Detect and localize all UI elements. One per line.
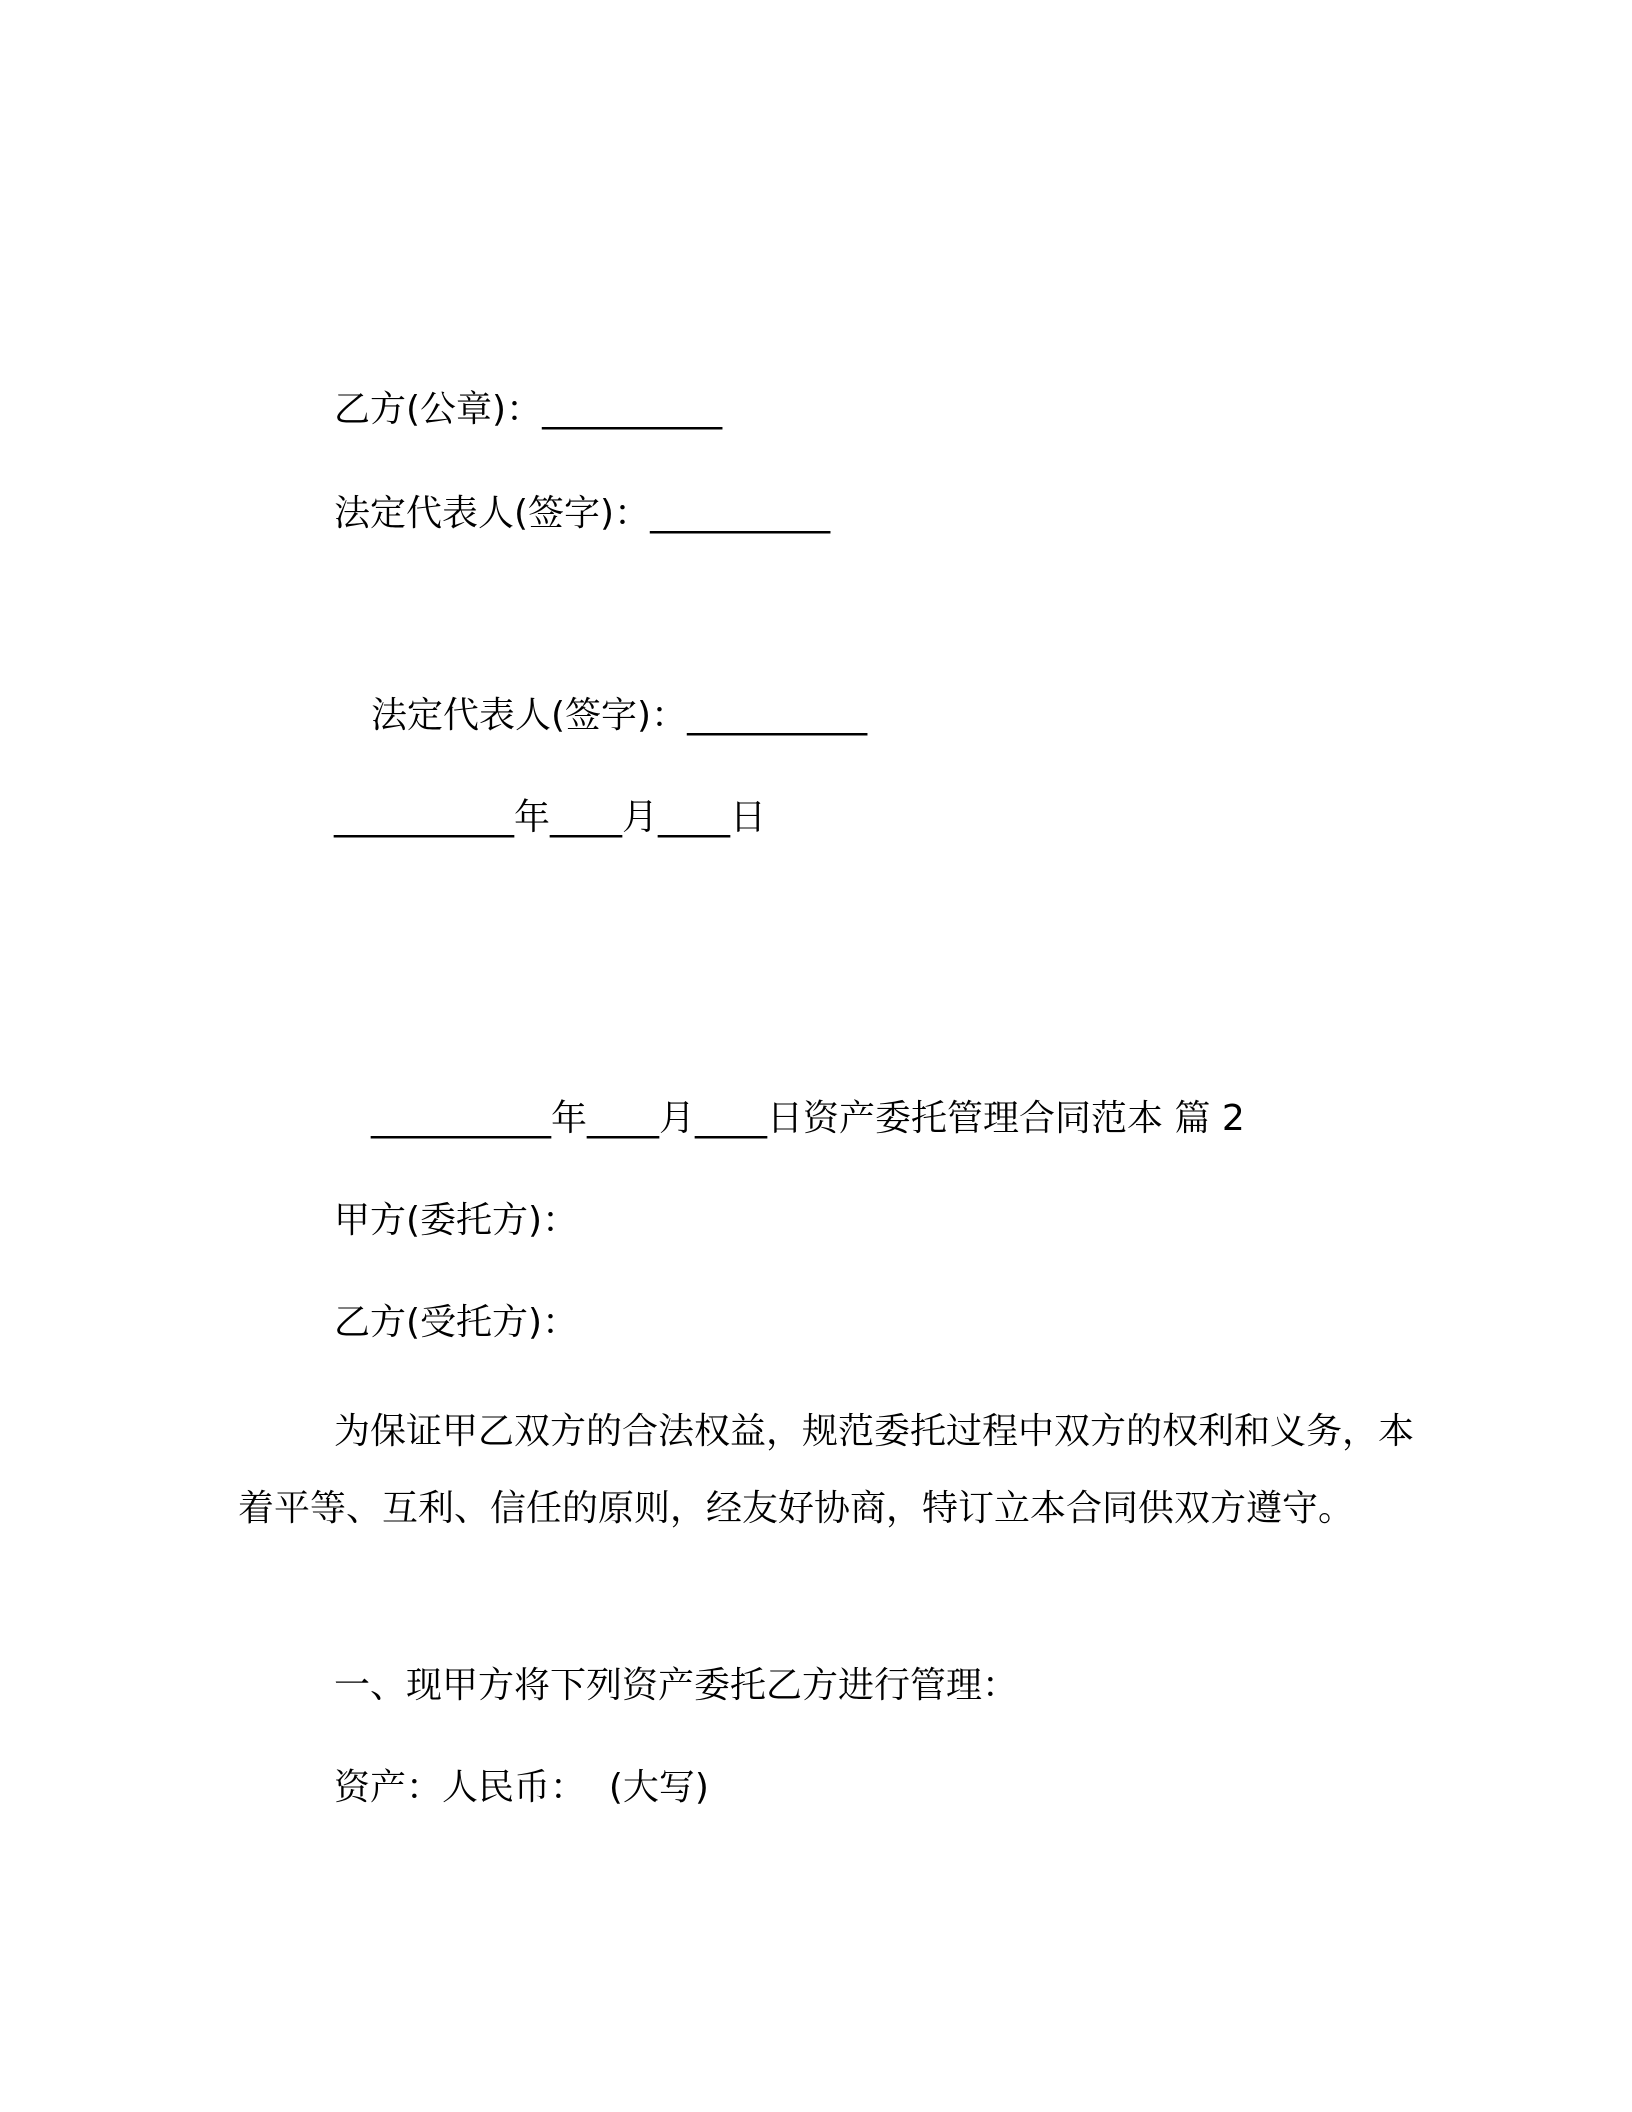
legal-rep-signature-line-2: 法定代表人(签字)：__________: [371, 695, 868, 736]
legal-rep-signature-line-1: 法定代表人(签字)：__________: [334, 493, 831, 534]
asset-amount-line: 资产：人民币： (大写): [334, 1767, 709, 1808]
clause-1-line: 一、现甲方将下列资产委托乙方进行管理：: [334, 1665, 1019, 1706]
preamble-paragraph: 为保证甲乙双方的合法权益，规范委托过程中双方的权利和义务，本着平等、互利、信任的原则，经友好协商，特订立本合同供双方遵守。: [238, 1411, 1415, 1529]
party-b-seal-line: 乙方(公章)：__________: [334, 389, 723, 430]
party-a-line: 甲方(委托方)：: [334, 1200, 579, 1241]
party-b-line: 乙方(受托方)：: [334, 1302, 579, 1343]
signature-date-line: __________年____月____日: [334, 797, 766, 838]
section-heading: __________年____月____日资产委托管理合同范本 篇 2: [371, 1098, 1245, 1139]
